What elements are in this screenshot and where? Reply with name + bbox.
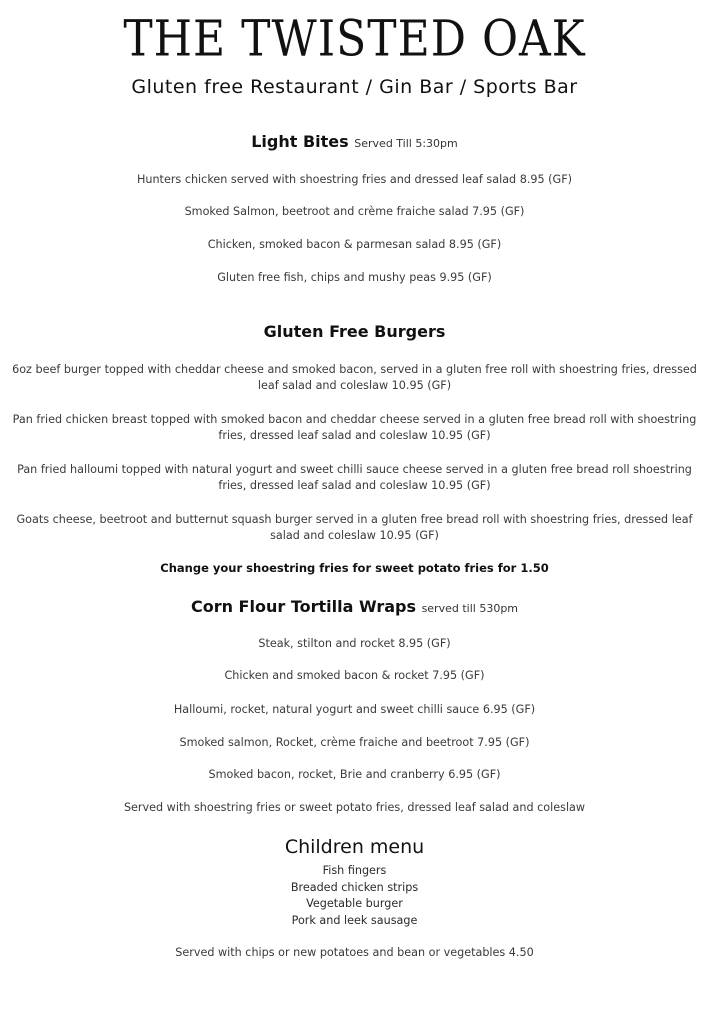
wraps-title: Corn Flour Tortilla Wraps bbox=[190, 597, 416, 616]
restaurant-subtitle: Gluten free Restaurant / Gin Bar / Sports Bar bbox=[131, 76, 578, 98]
children-served-with: Served with chips or new potatoes and bean or vegetables 4.50 bbox=[175, 946, 534, 959]
restaurant-title: THE TWISTED OAK bbox=[123, 10, 586, 69]
wraps-heading bbox=[0, 597, 709, 616]
wrap-item: Halloumi, rocket, natural yogurt and sweet chilli sauce 6.95 (GF) bbox=[173, 703, 536, 716]
wraps-note: served till 530pm bbox=[421, 602, 519, 615]
children-menu-item: Breaded chicken strips bbox=[290, 880, 419, 894]
light-bites-item: Gluten free fish, chips and mushy peas 9.95 (GF) bbox=[217, 271, 492, 284]
wrap-item: Chicken and smoked bacon & rocket 7.95 (GF) bbox=[224, 669, 485, 682]
burger-item: Pan fried halloumi topped with natural yogurt and sweet chilli sauce cheese served in a gluten free bread roll shoestring fries, dressed leaf salad and coleslaw 10.95 (GF) bbox=[17, 463, 692, 492]
light-bites-item: Smoked Salmon, beetroot and crème fraiche salad 7.95 (GF) bbox=[184, 205, 525, 218]
children-menu-title: Children menu bbox=[284, 836, 425, 858]
children-menu-item: Fish fingers bbox=[322, 864, 387, 877]
wrap-item: Smoked salmon, Rocket, crème fraiche and beetroot 7.95 (GF) bbox=[179, 736, 530, 749]
light-bites-title: Light Bites bbox=[251, 132, 349, 151]
light-bites-note: Served Till 5:30pm bbox=[354, 137, 458, 150]
light-bites-item: Hunters chicken served with shoestring fries and dressed leaf salad 8.95 (GF) bbox=[136, 173, 573, 186]
wrap-item: Steak, stilton and rocket 8.95 (GF) bbox=[258, 637, 451, 650]
burger-item: 6oz beef burger topped with cheddar cheese and smoked bacon, served in a gluten free roll with shoestring fries, dressed leaf salad and coleslaw 10.95 (GF) bbox=[12, 363, 697, 392]
burger-item: Goats cheese, beetroot and butternut squash burger served in a gluten free bread roll with shoestring fries, dressed leaf salad and coleslaw 10.95 (GF) bbox=[16, 513, 693, 542]
wraps-served-with: Served with shoestring fries or sweet potato fries, dressed leaf salad and coleslaw bbox=[123, 801, 586, 814]
burger-item: Pan fried chicken breast topped with smoked bacon and cheddar cheese served in a gluten free bread roll with shoestring fries, dressed leaf salad and coleslaw 10.95 (GF) bbox=[12, 413, 697, 442]
children-menu-list bbox=[0, 863, 709, 929]
children-menu-item: Vegetable burger bbox=[306, 897, 403, 910]
fries-upgrade-note: Change your shoestring fries for sweet potato fries for 1.50 bbox=[160, 561, 549, 575]
light-bites-heading bbox=[0, 132, 709, 151]
children-menu-item: Pork and leek sausage bbox=[291, 913, 418, 927]
burgers-heading: Gluten Free Burgers bbox=[263, 322, 446, 341]
light-bites-item: Chicken, smoked bacon & parmesan salad 8.95 (GF) bbox=[207, 238, 502, 251]
wrap-item: Smoked bacon, rocket, Brie and cranberry 6.95 (GF) bbox=[208, 768, 501, 781]
